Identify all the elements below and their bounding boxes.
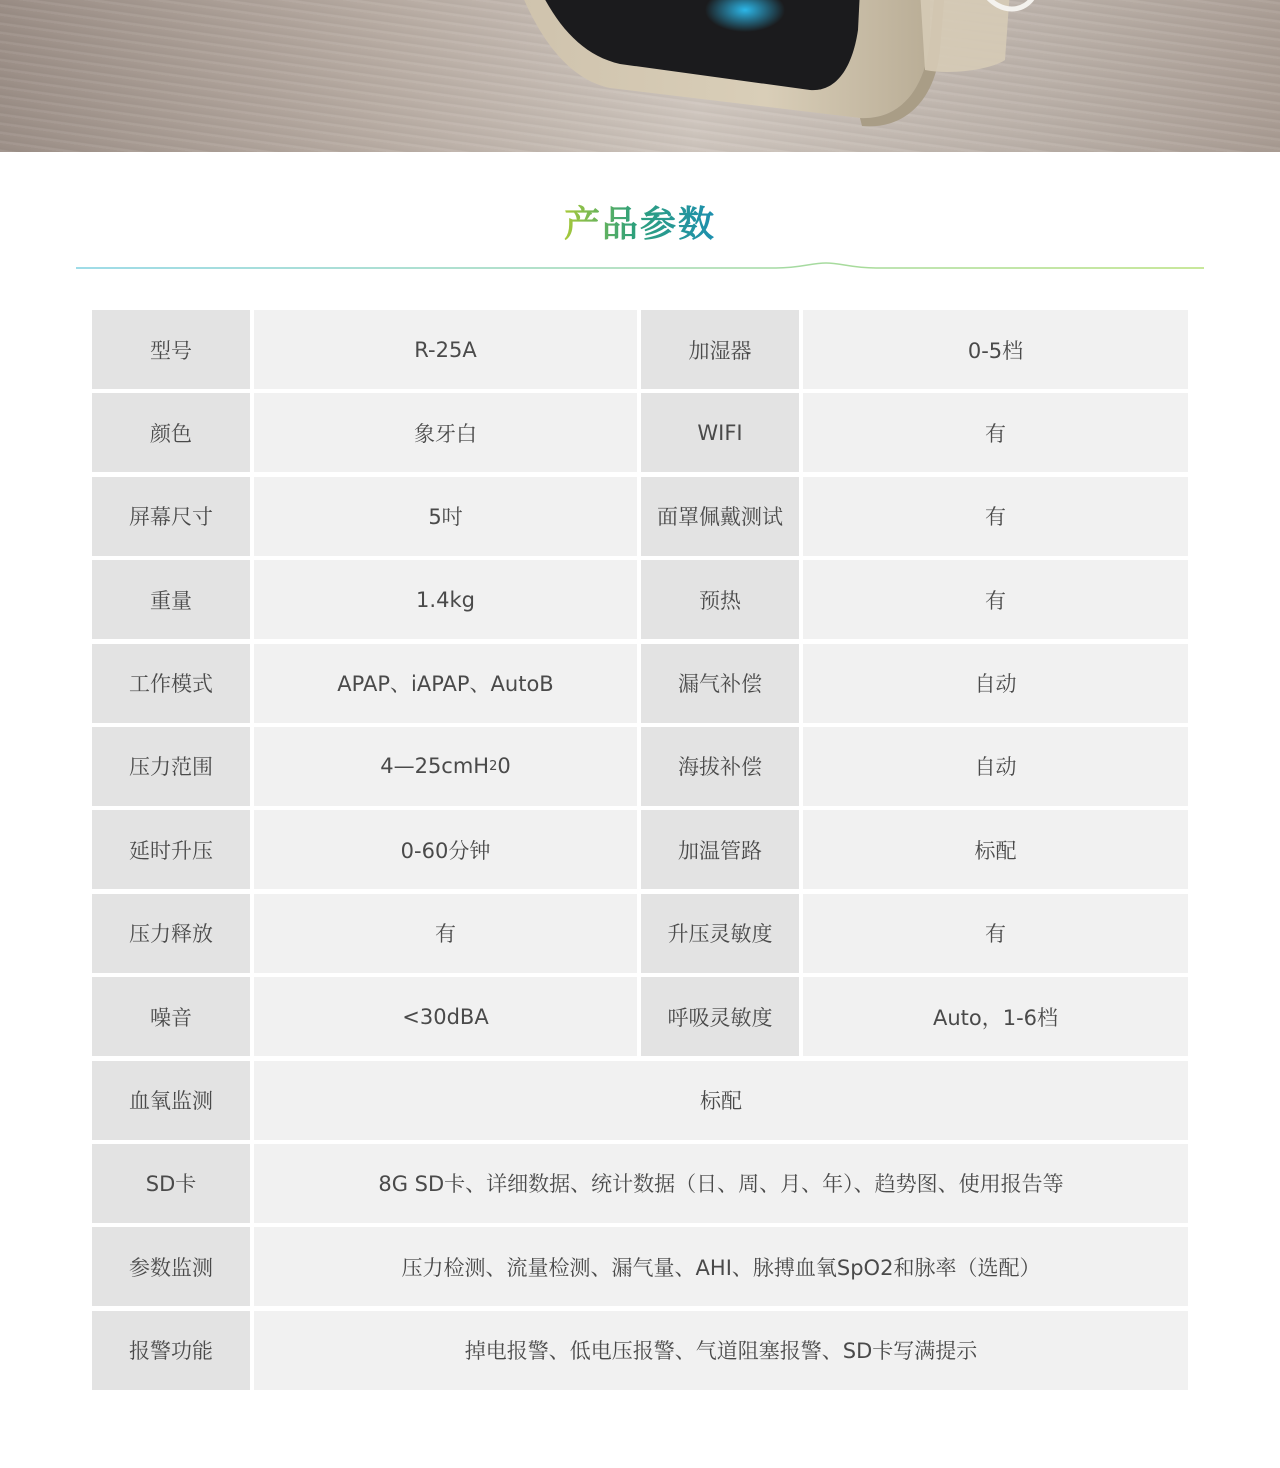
spec-key: 噪音 bbox=[92, 977, 250, 1056]
product-photo bbox=[0, 0, 1280, 152]
spec-key: 面罩佩戴测试 bbox=[641, 477, 799, 556]
spec-key: 海拔补偿 bbox=[641, 727, 799, 806]
pressure-range-main: 4—25cmH bbox=[380, 754, 490, 779]
spec-key: WIFI bbox=[641, 393, 799, 472]
spec-key: 加湿器 bbox=[641, 310, 799, 389]
spec-key: 呼吸灵敏度 bbox=[641, 977, 799, 1056]
spec-row-wide bbox=[92, 1311, 1188, 1390]
spec-table bbox=[92, 310, 1188, 1394]
spec-row bbox=[92, 560, 1188, 639]
spec-value bbox=[254, 727, 637, 806]
spec-key: 报警功能 bbox=[92, 1311, 250, 1390]
spec-value: 0-5档 bbox=[803, 310, 1188, 389]
spec-key: SD卡 bbox=[92, 1144, 250, 1223]
spec-value: 0-60分钟 bbox=[254, 810, 637, 889]
spec-key: 颜色 bbox=[92, 393, 250, 472]
spec-key: 屏幕尺寸 bbox=[92, 477, 250, 556]
spec-value: Auto，1-6档 bbox=[803, 977, 1188, 1056]
page-title-text: 产品参数 bbox=[563, 204, 716, 245]
spec-value: 自动 bbox=[803, 644, 1188, 723]
spec-value: 标配 bbox=[254, 1061, 1188, 1140]
spec-value: APAP、iAPAP、AutoB bbox=[254, 644, 637, 723]
page-title bbox=[0, 196, 1280, 247]
spec-key: 加温管路 bbox=[641, 810, 799, 889]
title-divider bbox=[76, 258, 1204, 274]
spec-key: 重量 bbox=[92, 560, 250, 639]
spec-value: 压力检测、流量检测、漏气量、AHI、脉搏血氧SpO2和脉率（选配） bbox=[254, 1227, 1188, 1306]
pressure-range-tail: 0 bbox=[497, 754, 511, 779]
spec-value: <30dBA bbox=[254, 977, 637, 1056]
spec-key: 型号 bbox=[92, 310, 250, 389]
spec-key: 预热 bbox=[641, 560, 799, 639]
spec-key: 血氧监测 bbox=[92, 1061, 250, 1140]
spec-value: 标配 bbox=[803, 810, 1188, 889]
spec-key: 压力范围 bbox=[92, 727, 250, 806]
spec-value: 自动 bbox=[803, 727, 1188, 806]
spec-key: 压力释放 bbox=[92, 894, 250, 973]
spec-row bbox=[92, 977, 1188, 1056]
spec-value: 有 bbox=[803, 477, 1188, 556]
spec-value: 有 bbox=[803, 393, 1188, 472]
spec-value: 有 bbox=[803, 894, 1188, 973]
spec-value: R-25A bbox=[254, 310, 637, 389]
spec-key: 工作模式 bbox=[92, 644, 250, 723]
spec-value: 1.4kg bbox=[254, 560, 637, 639]
spec-row bbox=[92, 477, 1188, 556]
spec-row-wide bbox=[92, 1061, 1188, 1140]
pressure-range-subscript: 2 bbox=[489, 758, 498, 774]
spec-key: 漏气补偿 bbox=[641, 644, 799, 723]
spec-key: 参数监测 bbox=[92, 1227, 250, 1306]
spec-value: 有 bbox=[803, 560, 1188, 639]
spec-row bbox=[92, 644, 1188, 723]
spec-row bbox=[92, 894, 1188, 973]
spec-value: 有 bbox=[254, 894, 637, 973]
spec-value: 象牙白 bbox=[254, 393, 637, 472]
device-image bbox=[0, 0, 1280, 152]
spec-row bbox=[92, 727, 1188, 806]
spec-row bbox=[92, 393, 1188, 472]
spec-row-wide bbox=[92, 1227, 1188, 1306]
spec-value: 5吋 bbox=[254, 477, 637, 556]
spec-row-wide bbox=[92, 1144, 1188, 1223]
spec-key: 升压灵敏度 bbox=[641, 894, 799, 973]
spec-value: 8G SD卡、详细数据、统计数据（日、周、月、年）、趋势图、使用报告等 bbox=[254, 1144, 1188, 1223]
spec-row bbox=[92, 810, 1188, 889]
spec-row bbox=[92, 310, 1188, 389]
spec-key: 延时升压 bbox=[92, 810, 250, 889]
spec-value: 掉电报警、低电压报警、气道阻塞报警、SD卡写满提示 bbox=[254, 1311, 1188, 1390]
